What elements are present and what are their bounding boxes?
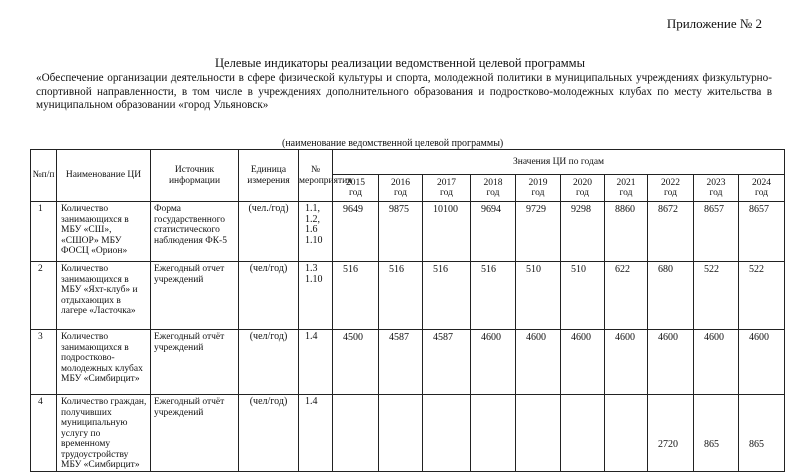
year-value [379, 395, 423, 472]
indicator-name: Количество занимающихся в МБУ «Яхт-клуб» и отдыхающих в лагере «Ласточка» [57, 262, 151, 330]
year-suffix: год [486, 188, 500, 198]
year-value: 8657 [694, 202, 739, 262]
year-header [648, 175, 694, 202]
year-value: 8657 [739, 202, 785, 262]
year-header [605, 175, 648, 202]
year-value: 8860 [605, 202, 648, 262]
year-suffix: год [664, 188, 677, 198]
year-value: 4600 [561, 330, 605, 395]
year-value: 865 [739, 395, 785, 472]
unit-of-measure: (чел/год) [239, 330, 299, 395]
table-row [31, 262, 785, 330]
year-header [423, 175, 471, 202]
year-suffix: год [394, 188, 407, 198]
event-number: 1.4 [299, 330, 333, 395]
header-unit: Единица измерения [239, 150, 299, 202]
row-number: 2 [31, 262, 57, 330]
year-value: 9694 [471, 202, 516, 262]
year-header [379, 175, 423, 202]
unit-of-measure: (чел/год) [239, 395, 299, 472]
year-value: 4600 [471, 330, 516, 395]
indicators-table [30, 149, 785, 472]
year-label: 2015 [346, 178, 365, 188]
info-source: Ежегодный отчёт учреждений [151, 395, 239, 472]
year-value: 4600 [516, 330, 561, 395]
year-value: 8672 [648, 202, 694, 262]
header-name: Наименование ЦИ [57, 150, 151, 202]
appendix-label: Приложение № 2 [666, 16, 762, 31]
year-label: 2022 [661, 178, 680, 188]
year-label: 2021 [616, 178, 636, 188]
row-number: 1 [31, 202, 57, 262]
unit-of-measure: (чел./год) [239, 202, 299, 262]
document-title: Целевые индикаторы реализации ведомственной целевой программы [215, 56, 585, 70]
year-value [333, 395, 379, 472]
info-source: Форма государственного статистического наблюдения ФК-5 [151, 202, 239, 262]
event-number: 1.4 [299, 395, 333, 472]
unit-of-measure: (чел/год) [239, 262, 299, 330]
year-label: 2016 [391, 178, 410, 188]
year-value: 2720 [648, 395, 694, 472]
indicator-name: Количество занимающихся в МБУ «СШ», «СШОР» МБУ ФОСЦ «Орион» [57, 202, 151, 262]
year-value: 4587 [379, 330, 423, 395]
row-number: 4 [31, 395, 57, 472]
year-header [561, 175, 605, 202]
program-description: «Обеспечение организации деятельности в сфере физической культуры и спорта, молодежной политики в муниципальных учреждениях физкультурно-спортивной направленности, в том числе в учреждениях дополнительного образования и подростково-молодежных клубах по месту жительства в муниципальном образовании «город Ульяновск» [36, 72, 772, 111]
year-value: 516 [423, 262, 471, 330]
year-value [423, 395, 471, 472]
header-num: №п/п [31, 150, 57, 202]
year-value: 9298 [561, 202, 605, 262]
year-value: 9875 [379, 202, 423, 262]
year-value: 522 [739, 262, 785, 330]
event-number: 1.1, 1.2, 1.6 1.10 [299, 202, 333, 262]
year-value: 516 [333, 262, 379, 330]
year-label: 2020 [573, 178, 592, 188]
table-row [31, 330, 785, 395]
info-source: Ежегодный отчёт учреждений [151, 330, 239, 395]
year-value: 4600 [648, 330, 694, 395]
year-value [471, 395, 516, 472]
year-value: 4600 [605, 330, 648, 395]
year-value: 510 [516, 262, 561, 330]
table-row [31, 395, 785, 472]
year-value [516, 395, 561, 472]
table-row [31, 202, 785, 262]
year-label: 2019 [528, 178, 548, 188]
year-header [694, 175, 739, 202]
year-label: 2023 [706, 178, 726, 188]
program-caption: (наименование ведомственной целевой программы) [282, 138, 504, 149]
year-value: 516 [379, 262, 423, 330]
year-suffix: год [755, 188, 769, 198]
year-suffix: год [531, 188, 545, 198]
year-value: 4600 [739, 330, 785, 395]
year-value: 4500 [333, 330, 379, 395]
year-value: 622 [605, 262, 648, 330]
year-value: 516 [471, 262, 516, 330]
year-suffix: год [619, 188, 633, 198]
year-value: 4600 [694, 330, 739, 395]
year-value: 9729 [516, 202, 561, 262]
year-header [739, 175, 785, 202]
indicator-name: Количество занимающихся в подростково-молодежных клубах МБУ «Симбирцит» [57, 330, 151, 395]
year-value: 510 [561, 262, 605, 330]
year-suffix: год [440, 188, 453, 198]
year-value: 4587 [423, 330, 471, 395]
year-label: 2024 [752, 178, 772, 188]
year-value: 10100 [423, 202, 471, 262]
year-suffix: год [709, 188, 723, 198]
year-value: 680 [648, 262, 694, 330]
header-values: Значения ЦИ по годам [333, 150, 785, 175]
year-header [516, 175, 561, 202]
year-label: 2017 [437, 178, 456, 188]
year-header [471, 175, 516, 202]
info-source: Ежегодный отчет учреждений [151, 262, 239, 330]
year-value [561, 395, 605, 472]
header-event: № мероприятия [299, 150, 333, 202]
header-source: Источник информации [151, 150, 239, 202]
year-suffix: год [349, 188, 362, 198]
row-number: 3 [31, 330, 57, 395]
year-value: 522 [694, 262, 739, 330]
year-value [605, 395, 648, 472]
indicator-name: Количество граждан, получивших муниципальную услугу по временному трудоустройству МБУ «Симбирцит» [57, 395, 151, 472]
event-number: 1.3 1.10 [299, 262, 333, 330]
year-label: 2018 [483, 178, 503, 188]
year-suffix: год [576, 188, 589, 198]
year-value: 9649 [333, 202, 379, 262]
year-value: 865 [694, 395, 739, 472]
